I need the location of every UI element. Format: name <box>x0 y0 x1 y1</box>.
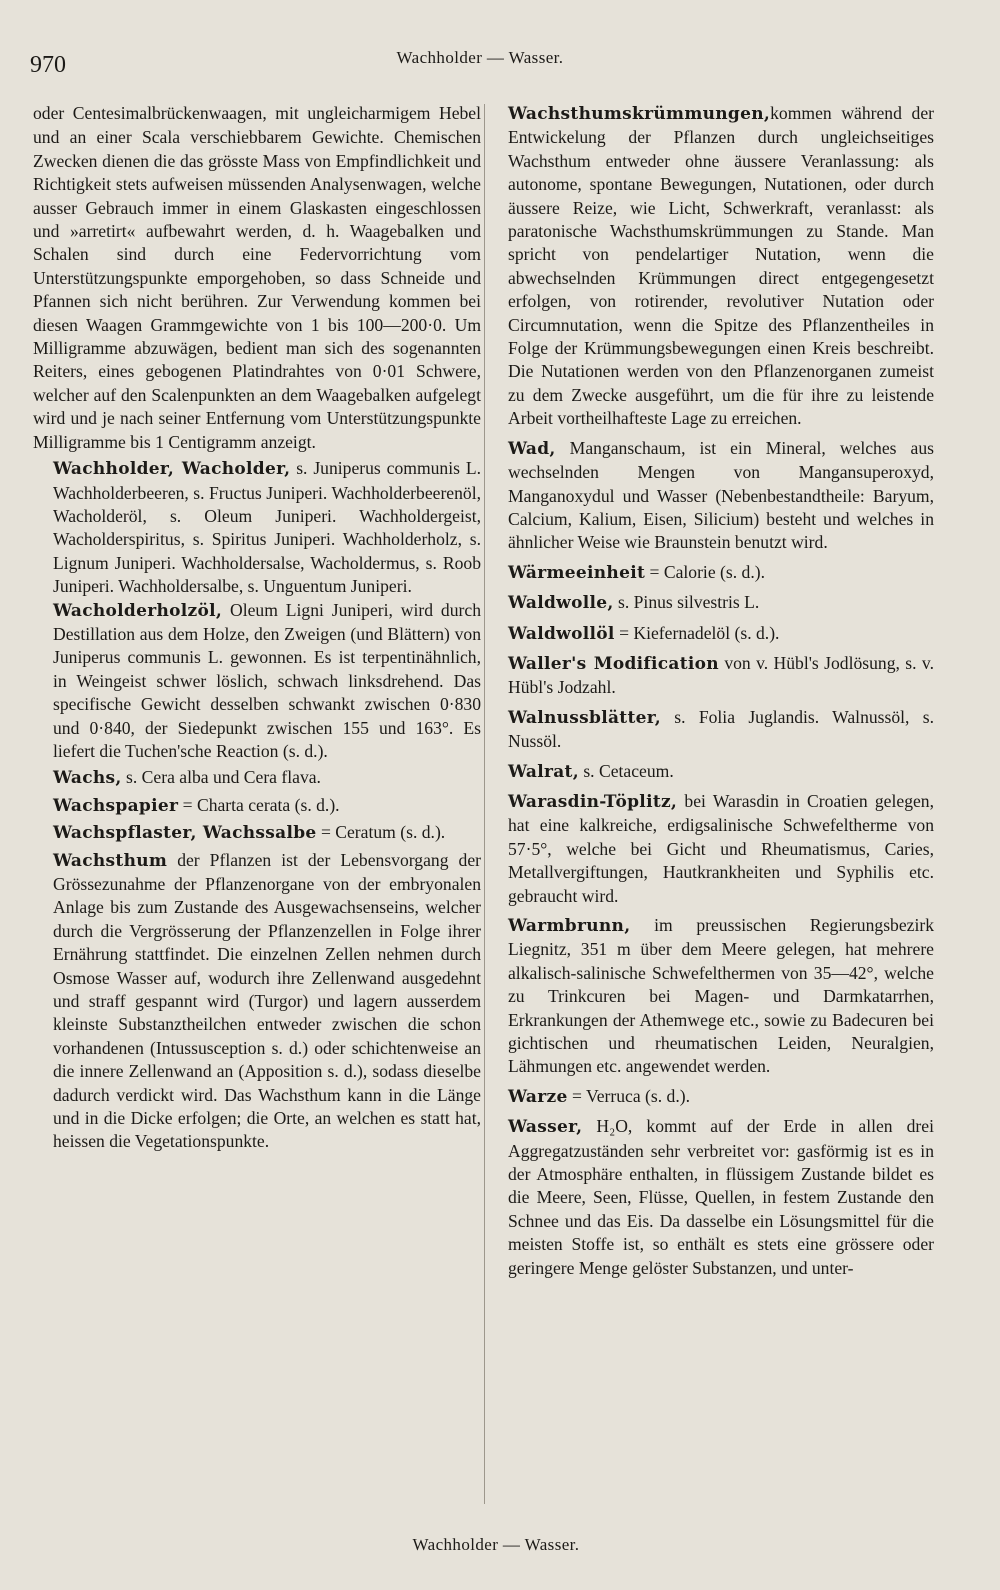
entry-text: Oleum Ligni Juniperi, wird durch Destillation aus dem Holze, den Zweigen (und Blättern) von Juniperus communis L. gewonnen. Es ist terpentinähnlich, in Weingeist schwer löslich, schwach linksdrehend. Das specifische Gewicht desselben schwankt zwischen 0·830 und 0·840, der Siedepunkt zwischen 155 und 163°. Es liefert die Tuchen'sche Reaction (s. d.). <box>53 599 481 761</box>
entry-wachspapier <box>33 794 481 818</box>
entry-text: s. Juniperus communis L. Wachholderbeeren, s. Fructus Juniperi. Wachholderbeerenöl, Wacholderöl, s. Oleum Juniperi. Wachholdergeist, Wacholderspiritus, s. Spiritus Juniperi. Wachholderholz, s. Lignum Juniperi. Wachholdersalse, Wacholdermus, s. Roob Juniperi. Wachholdersalbe, s. Unguentum Juniperi. <box>53 458 481 597</box>
running-head: Wachholder — Wasser. <box>396 48 564 67</box>
entry-wachsthumskruemmungen <box>488 102 934 431</box>
entry-headword: Warze <box>508 1086 568 1107</box>
entry-text: = Kiefernadelöl (s. d.). <box>614 622 780 643</box>
entry-headword: Wachs, <box>53 768 122 789</box>
entry-headword: Wad, <box>508 438 556 459</box>
entry-text: der Pflanzen ist der Lebensvorgang der Grössezunahme der Pflanzenorgane von der embryonalen Anlage bis zum Zustande des Ausgewachsenseins, welcher durch die Vergrösserung der Pflanzenzellen in Folge ihrer Ernährung stattfindet. Die einzelnen Zellen nehmen durch Osmose Wasser auf, wodurch ihre Zellenwand ausgedehnt und straff gespannt wird (Turgor) und lagern ausserdem kleinste Substanztheilchen entweder zwischen die schon vorhandenen (Intussusception s. d.) oder schichtenweise an die innere Zellenwand an (Apposition s. d.), sodass dieselbe dadurch verdickt wird. Das Wachsthum kann in die Länge und in die Dicke erfolgen; die Orte, an welchen es statt hat, heissen die Vegetationspunkte. <box>53 849 481 1152</box>
entry-headword: Waldwolle, <box>508 593 614 614</box>
entry-text: kommen während der Entwickelung der Pflanzen durch ungleichseitiges Wachsthum entweder ohne äussere Veranlassung: als autonome, spontane Bewegungen, Nutationen, oder durch äussere Reize, wie Licht, Schwerkraft, veranlasst: als paratonische Wachsthumskrümmungen zu Stande. Man spricht von pendelartiger Nutation, wenn die abwechselnden Krümmungen direct entgegengesetzt erfolgen, von rotirender, revolutiver Nutation oder Circumnutation, wenn die Spitze des Pflanzentheiles in Folge der Krümmungsbewegungen einen Kreis beschreibt. Die Nutationen werden von den Pflanzenorganen zumeist zu dem Zwecke ausgeführt, um die für ihre zu leistende Arbeit vortheilhafteste Lage zu erreichen. <box>508 103 934 429</box>
entry-text: oder Centesimalbrückenwaagen, mit ungleicharmigem Hebel und an einer Scala verschiebbarem Gewichte. Chemischen Zwecken dienen die das grösste Mass von Empfindlichkeit und Richtigkeit stets aufweisen müssenden Analysenwagen, welche ausser Gebrauch immer in einem Glaskasten eingeschlossen und »arretirt« aufbewahrt werden, d. h. Waagebalken und Schalen sind durch eine Federvorrichtung vom Unterstützungspunkte emporgehoben, so dass Schneide und Pfannen sich nicht berühren. Zur Verwendung kommen bei diesen Waagen Grammgewichte von 1 bis 100—200·0. Um Milligramme abzuwägen, bedient man sich des sogenannten Reiters, eines gebogenen Platindrahtes von 0·01 Schwere, welcher auf den Scalenpunkten an dem Waagebalken aufgelegt wird und je nach seiner Entfernung vom Unterstützungspunkte Milligramme bis 1 Centigramm anzeigt. <box>33 103 481 452</box>
entry-waldwolle <box>488 591 934 615</box>
entry-text: = Verruca (s. d.). <box>567 1085 691 1106</box>
entry-continuation <box>33 102 481 454</box>
entry-headword: Wachsthumskrümmungen, <box>508 104 771 124</box>
entry-walrat <box>488 760 934 784</box>
entry-headword: Walrat, <box>508 761 579 782</box>
entry-wachs <box>33 766 481 790</box>
entry-wacholderholzoel <box>33 599 481 764</box>
entry-headword: Walnussblätter, <box>508 707 661 728</box>
entry-wachspflaster <box>33 821 481 845</box>
entry-wallers-modification <box>488 652 934 700</box>
entry-text: von v. Hübl's Jodlösung, s. v. Hübl's Jodzahl. <box>508 652 934 698</box>
entry-text: s. Cetaceum. <box>578 760 674 781</box>
column-divider <box>484 104 485 1504</box>
entry-wachsthum <box>33 849 481 1154</box>
entry-waermeeinheit <box>488 561 934 585</box>
entry-text: bei Warasdin in Croatien gelegen, hat eine kalkreiche, erdigsalinische Schwefeltherme von 57·5°, welche bei Gicht und Rheumatismus, Caries, Metallvergiftungen, Hautkrankheiten und Syphilis etc. gebraucht wird. <box>508 790 934 906</box>
right-column <box>488 102 934 1280</box>
entry-wasser <box>488 1115 934 1280</box>
page-number: 970 <box>30 52 66 78</box>
entry-headword: Wachsthum <box>53 850 168 871</box>
entry-headword: Warasdin-Töplitz, <box>508 791 678 812</box>
entry-headword: Wacholderholzöl, <box>53 600 223 621</box>
entry-warasdin-toeplitz <box>488 790 934 908</box>
entry-text: = Calorie (s. d.). <box>645 561 765 582</box>
running-foot: Wachholder — Wasser. <box>412 1535 580 1554</box>
entry-warmbrunn <box>488 914 934 1079</box>
left-column <box>33 102 481 1154</box>
entry-wachholder <box>33 457 481 598</box>
entry-headword: Warmbrunn, <box>508 916 631 936</box>
entry-headword: Wachholder, Wacholder, <box>53 459 291 480</box>
entry-headword: Wasser, <box>508 1117 583 1138</box>
entry-waldwolloel <box>488 622 934 646</box>
entry-walnussblaetter <box>488 706 934 754</box>
entry-headword: Waller's Modification <box>508 653 719 674</box>
entry-text: H₂O, kommt auf der Erde in allen drei Aggregatzuständen sehr verbreitet vor: gasförmig ist es in der Atmosphäre enthalten, in flüssigem Zustande bildet es die Meere, Seen, Flüsse, Quellen, in festem Zustande den Schnee und das Eis. Da dasselbe ein Lösungsmittel für die meisten Stoffe ist, so enthält es stets eine grössere oder geringere Menge gelöster Substanzen, und unter- <box>508 1116 934 1278</box>
entry-text: s. Cera alba und Cera flava. <box>121 767 321 788</box>
entry-headword: Wärmeeinheit <box>508 562 646 583</box>
entry-text: s. Pinus silvestris L. <box>613 592 760 613</box>
entry-text: = Ceratum (s. d.). <box>316 822 446 843</box>
entry-text: s. Folia Juglandis. Walnussöl, s. Nussöl. <box>508 706 934 752</box>
entry-wad <box>488 437 934 555</box>
entry-headword: Wachspflaster, Wachssalbe <box>53 823 317 844</box>
entry-text: im preussischen Regierungsbezirk Liegnitz, 351 m über dem Meere gelegen, hat mehrere alkalisch-salinische Schwefelthermen von 35—42°, welche zu Trinkcuren bei Magen- und Darmkatarrhen, Erkrankungen der Athemwege etc., sowie zu Badecuren bei gichtischen und rheumatischen Leiden, Neuralgien, Lähmungen etc. angewendet werden. <box>508 915 934 1077</box>
entry-text: Manganschaum, ist ein Mineral, welches aus wechselnden Mengen von Mangansuperoxyd, Manganoxydul und Wasser (Nebenbestandtheile: Baryum, Calcium, Kalium, Eisen, Silicium) besteht und welches in ähnlicher Weise wie Braunstein benutzt wird. <box>508 437 934 553</box>
entry-warze <box>488 1085 934 1109</box>
entry-headword: Wachspapier <box>53 795 179 816</box>
entry-headword: Waldwollöl <box>508 623 615 644</box>
entry-text: = Charta cerata (s. d.). <box>178 794 340 815</box>
